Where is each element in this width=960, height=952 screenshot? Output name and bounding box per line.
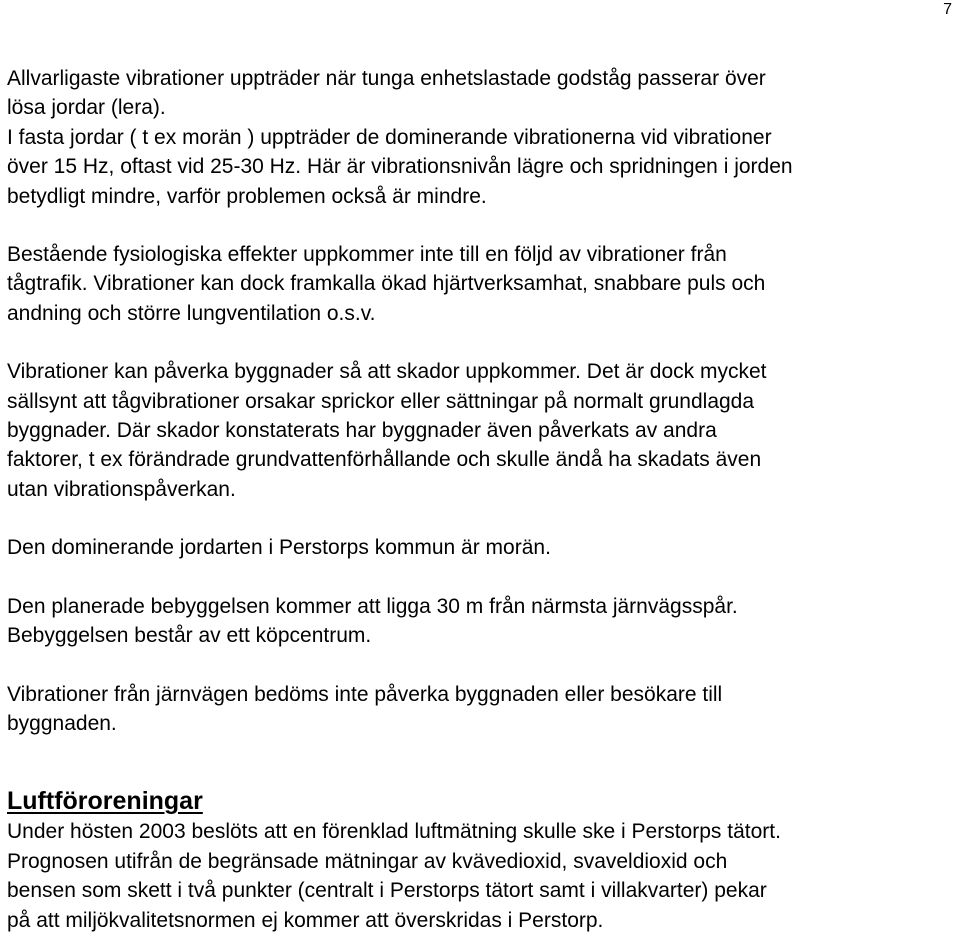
paragraph-vibration-soils bbox=[7, 64, 952, 211]
paragraph-building-damage bbox=[7, 357, 952, 504]
text-line: på att miljökvalitetsnormen ej kommer att överskridas i Perstorp. bbox=[7, 908, 604, 932]
text-line: Den dominerande jordarten i Perstorps kommun är morän. bbox=[7, 536, 551, 560]
text-line: tågtrafik. Vibrationer kan dock framkalla ökad hjärtverksamhat, snabbare puls och bbox=[7, 272, 766, 296]
text-line: Allvarligaste vibrationer uppträder när tunga enhetslastade godståg passerar över bbox=[7, 67, 766, 90]
paragraph-railway-vibration-assessment bbox=[7, 680, 952, 739]
text-line: I fasta jordar ( t ex morän ) uppträder de dominerande vibrationerna vid vibrationer bbox=[7, 125, 772, 149]
text-line: byggnader. Där skador konstaterats har byggnader även påverkats av andra bbox=[7, 419, 717, 443]
text-line: utan vibrationspåverkan. bbox=[7, 477, 236, 501]
paragraph-physiological-effects bbox=[7, 240, 952, 328]
text-line: lösa jordar (lera). bbox=[7, 96, 166, 120]
text-line: betydligt mindre, varför problemen också är mindre. bbox=[7, 184, 487, 208]
paragraph-soil-type bbox=[7, 533, 952, 562]
text-line: sällsynt att tågvibrationer orsakar sprickor eller sättningar på normalt grundlagda bbox=[7, 389, 755, 413]
text-line: Under hösten 2003 beslöts att en förenklad luftmätning skulle ske i Perstorps tätort. bbox=[7, 820, 781, 844]
paragraph-planned-buildings bbox=[7, 592, 952, 651]
text-line: faktorer, t ex förändrade grundvattenförhållande och skulle ändå ha skadats även bbox=[7, 448, 762, 472]
text-line: Vibrationer från järnvägen bedöms inte påverka byggnaden eller besökare till bbox=[7, 682, 723, 706]
text-line: över 15 Hz, oftast vid 25-30 Hz. Här är vibrationsnivån lägre och spridningen i jorden bbox=[7, 155, 793, 179]
text-line: Den planerade bebyggelsen kommer att ligga 30 m från närmsta järnvägsspår. bbox=[7, 594, 738, 618]
text-line: Bebyggelsen består av ett köpcentrum. bbox=[7, 624, 372, 648]
text-line: Prognosen utifrån de begränsade mätningar av kvävedioxid, svaveldioxid och bbox=[7, 849, 728, 873]
text-line: bensen som skett i två punkter (centralt i Perstorps tätort samt i villakvarter) pekar bbox=[7, 879, 767, 903]
text-line: Bestående fysiologiska effekter uppkommer inte till en följd av vibrationer från bbox=[7, 243, 727, 267]
text-line: Vibrationer kan påverka byggnader så att skador uppkommer. Det är dock mycket bbox=[7, 360, 767, 384]
text-line: andning och större lungventilation o.s.v. bbox=[7, 301, 376, 325]
document-body bbox=[7, 64, 952, 935]
text-line: byggnaden. bbox=[7, 711, 117, 735]
page-number: 7 bbox=[943, 1, 952, 18]
paragraph-air-measurement bbox=[7, 817, 952, 935]
section-heading-air-pollution: Luftföroreningar bbox=[7, 787, 203, 816]
